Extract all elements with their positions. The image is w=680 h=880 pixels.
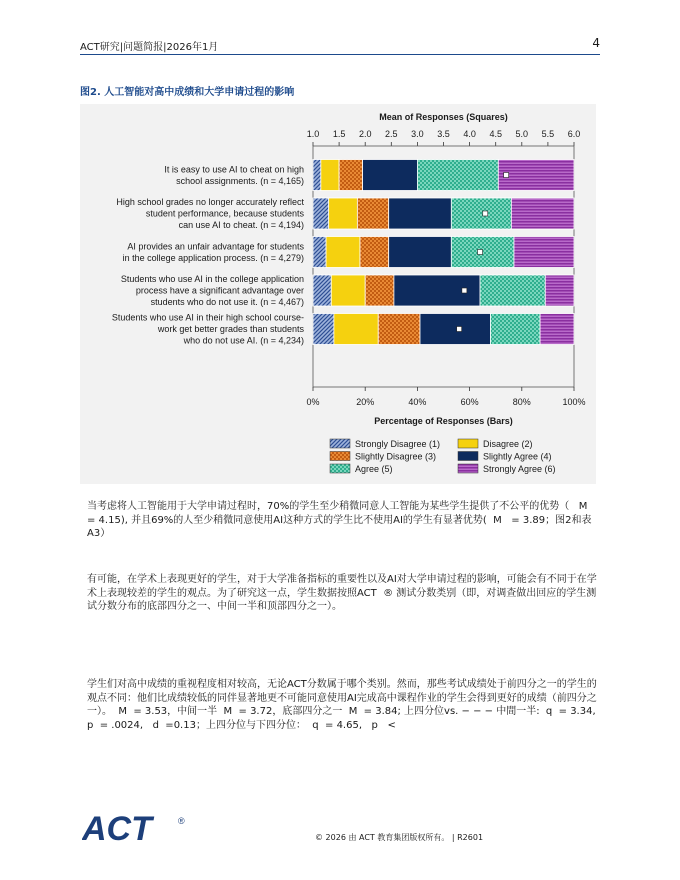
category-label-line: students who do not use it. (n = 4,467) xyxy=(150,297,304,307)
bar-segment-disagree xyxy=(329,198,358,229)
bar-segment-slightly-agree xyxy=(420,314,490,345)
legend-label: Agree (5) xyxy=(355,464,393,474)
legend-label: Strongly Agree (6) xyxy=(483,464,556,474)
top-tick-label: 4.0 xyxy=(463,129,476,139)
paragraph-1 xyxy=(87,500,597,541)
bar-segment-slightly-disagree xyxy=(360,237,389,268)
bar-segment-strongly-disagree xyxy=(313,160,321,191)
category-label-line: student performance, because students xyxy=(145,208,304,219)
bar-segment-slightly-disagree xyxy=(339,160,362,191)
top-tick-label: 1.5 xyxy=(332,129,346,139)
bar-segment-strongly-disagree xyxy=(313,275,331,306)
bar-segment-strongly-disagree xyxy=(313,237,326,268)
top-tick-label: 4.5 xyxy=(489,129,502,139)
bar-segment-strongly-agree xyxy=(514,237,574,268)
bar-segment-agree xyxy=(417,160,498,191)
mean-square-marker xyxy=(483,211,488,216)
bar-segment-agree xyxy=(490,314,540,345)
legend-label: Slightly Agree (4) xyxy=(483,451,552,462)
paragraph-2 xyxy=(87,573,597,614)
header-title: ACT研究|问题简报|2026年1月 xyxy=(80,42,219,53)
bar-segment-slightly-disagree xyxy=(365,275,394,306)
legend-swatch xyxy=(330,452,350,461)
legend-label: Disagree (2) xyxy=(483,439,533,449)
paragraph-3-text: 学生们对高中成绩的重视程度相对较高，无论ACT分数属于哪个类别。然而，那些考试成绩处于前四分之一的学生的观点不同：他们比成绩较低的同伴显著地更不可能同意使用AI完成高中课程作业的学生会得到更好的成绩（前四分之一）。 M = 3.53，中间一半 M = 3.72，底部四分之一 M = 3.84; 上四分位vs. − − − 中間一半: q = 3.34, p = .0024, d =0.13；上四分位与下四分位： q = 4.65, p < xyxy=(87,679,606,731)
bottom-tick-label: 20% xyxy=(356,397,375,407)
top-tick-label: 3.0 xyxy=(411,129,424,139)
logo-registered-mark: ® xyxy=(178,816,185,826)
bar-segment-strongly-disagree xyxy=(313,198,329,229)
bottom-tick-label: 40% xyxy=(408,397,427,407)
paragraph-1-text: 当考虑将人工智能用于大学申请过程时，70%的学生至少稍微同意人工智能为某些学生提供了不公平的优势（ M = 4.15), 并且69%的人至少稍微同意使用AI这种方式的学生比不使用AI的学生有显著优势( M = 3.89；图2和表A3） xyxy=(87,501,597,539)
category-label-line: in the college application process. (n = 4,279) xyxy=(122,252,304,263)
legend-swatch xyxy=(458,464,478,473)
bar-segment-strongly-agree xyxy=(511,198,574,229)
bar-segment-disagree xyxy=(331,275,365,306)
bar-segment-strongly-agree xyxy=(498,160,574,191)
legend-swatch xyxy=(458,452,478,461)
category-label-line: process have a significant advantage over xyxy=(135,285,304,296)
top-tick-label: 2.5 xyxy=(385,129,398,139)
bar-segment-agree xyxy=(480,275,545,306)
top-axis-title: Mean of Responses (Squares) xyxy=(379,112,508,122)
category-label-line: can use AI to cheat. (n = 4,194) xyxy=(178,220,304,230)
bar-segment-disagree xyxy=(326,237,360,268)
bar-segment-slightly-agree xyxy=(389,237,452,268)
category-label-line: who do not use AI. (n = 4,234) xyxy=(183,335,304,346)
category-label-line: Students who use AI in the college application xyxy=(120,274,304,284)
page-number: 4 xyxy=(592,36,600,50)
category-label-line: Students who use AI in their high school course- xyxy=(111,312,304,323)
bar-segment-strongly-disagree xyxy=(313,314,334,345)
chart-panel xyxy=(80,104,596,484)
legend-swatch xyxy=(330,464,350,473)
figure-title: 图2. 人工智能对高中成绩和大学申请过程的影响 xyxy=(80,87,295,98)
top-tick-label: 1.0 xyxy=(306,129,320,139)
stacked-bar-chart xyxy=(80,104,596,484)
top-tick-label: 5.0 xyxy=(515,129,529,139)
bar-segment-strongly-agree xyxy=(540,314,574,345)
footer-copyright: © 2026 由 ACT 教育集团版权所有。 | R2601 xyxy=(315,833,484,842)
mean-square-marker xyxy=(462,288,467,293)
mean-square-marker xyxy=(478,250,483,255)
bar-segment-slightly-disagree xyxy=(357,198,388,229)
top-tick-label: 6.0 xyxy=(567,129,581,139)
category-label-line: school assignments. (n = 4,165) xyxy=(176,175,304,186)
category-label-line: High school grades no longer accurately reflect xyxy=(116,197,304,207)
category-label-line: It is easy to use AI to cheat on high xyxy=(164,164,304,175)
bar-segment-slightly-agree xyxy=(389,198,452,229)
act-logo xyxy=(82,812,192,850)
bar-segment-strongly-agree xyxy=(545,275,574,306)
bar-segment-disagree xyxy=(334,314,378,345)
bottom-axis-title: Percentage of Responses (Bars) xyxy=(374,416,513,426)
logo-wordmark: ACT xyxy=(82,812,152,846)
bar-segment-disagree xyxy=(321,160,339,191)
page-header xyxy=(80,38,600,52)
mean-square-marker xyxy=(504,173,509,178)
paragraph-3 xyxy=(87,678,606,732)
bar-segment-agree xyxy=(451,198,511,229)
bottom-tick-label: 60% xyxy=(460,397,479,407)
legend-label: Strongly Disagree (1) xyxy=(355,439,441,449)
mean-square-marker xyxy=(457,327,462,332)
category-label-line: AI provides an unfair advantage for students xyxy=(127,241,304,252)
bar-segment-slightly-agree xyxy=(363,160,418,191)
legend-swatch xyxy=(330,439,350,448)
paragraph-2-text: 有可能，在学术上表现更好的学生，对于大学准备指标的重要性以及AI对大学申请过程的影响，可能会有不同于在学术上表现较差的学生的观点。为了研究这一点，学生数据按照ACT ® 测试分数类别（即，对调查做出回应的学生测试分数分布的底部四分之一、中间一半和顶部四分之一）。 xyxy=(87,574,597,612)
bottom-tick-label: 0% xyxy=(306,397,320,407)
bottom-tick-label: 100% xyxy=(562,397,586,407)
bar-segment-slightly-disagree xyxy=(378,314,420,345)
bottom-tick-label: 80% xyxy=(512,397,531,407)
top-tick-label: 2.0 xyxy=(358,129,372,139)
legend-swatch xyxy=(458,439,478,448)
header-rule xyxy=(80,54,600,55)
top-tick-label: 5.5 xyxy=(541,129,555,139)
legend-label: Slightly Disagree (3) xyxy=(355,451,437,462)
top-tick-label: 3.5 xyxy=(437,129,450,139)
category-label-line: work get better grades than students xyxy=(157,324,304,334)
